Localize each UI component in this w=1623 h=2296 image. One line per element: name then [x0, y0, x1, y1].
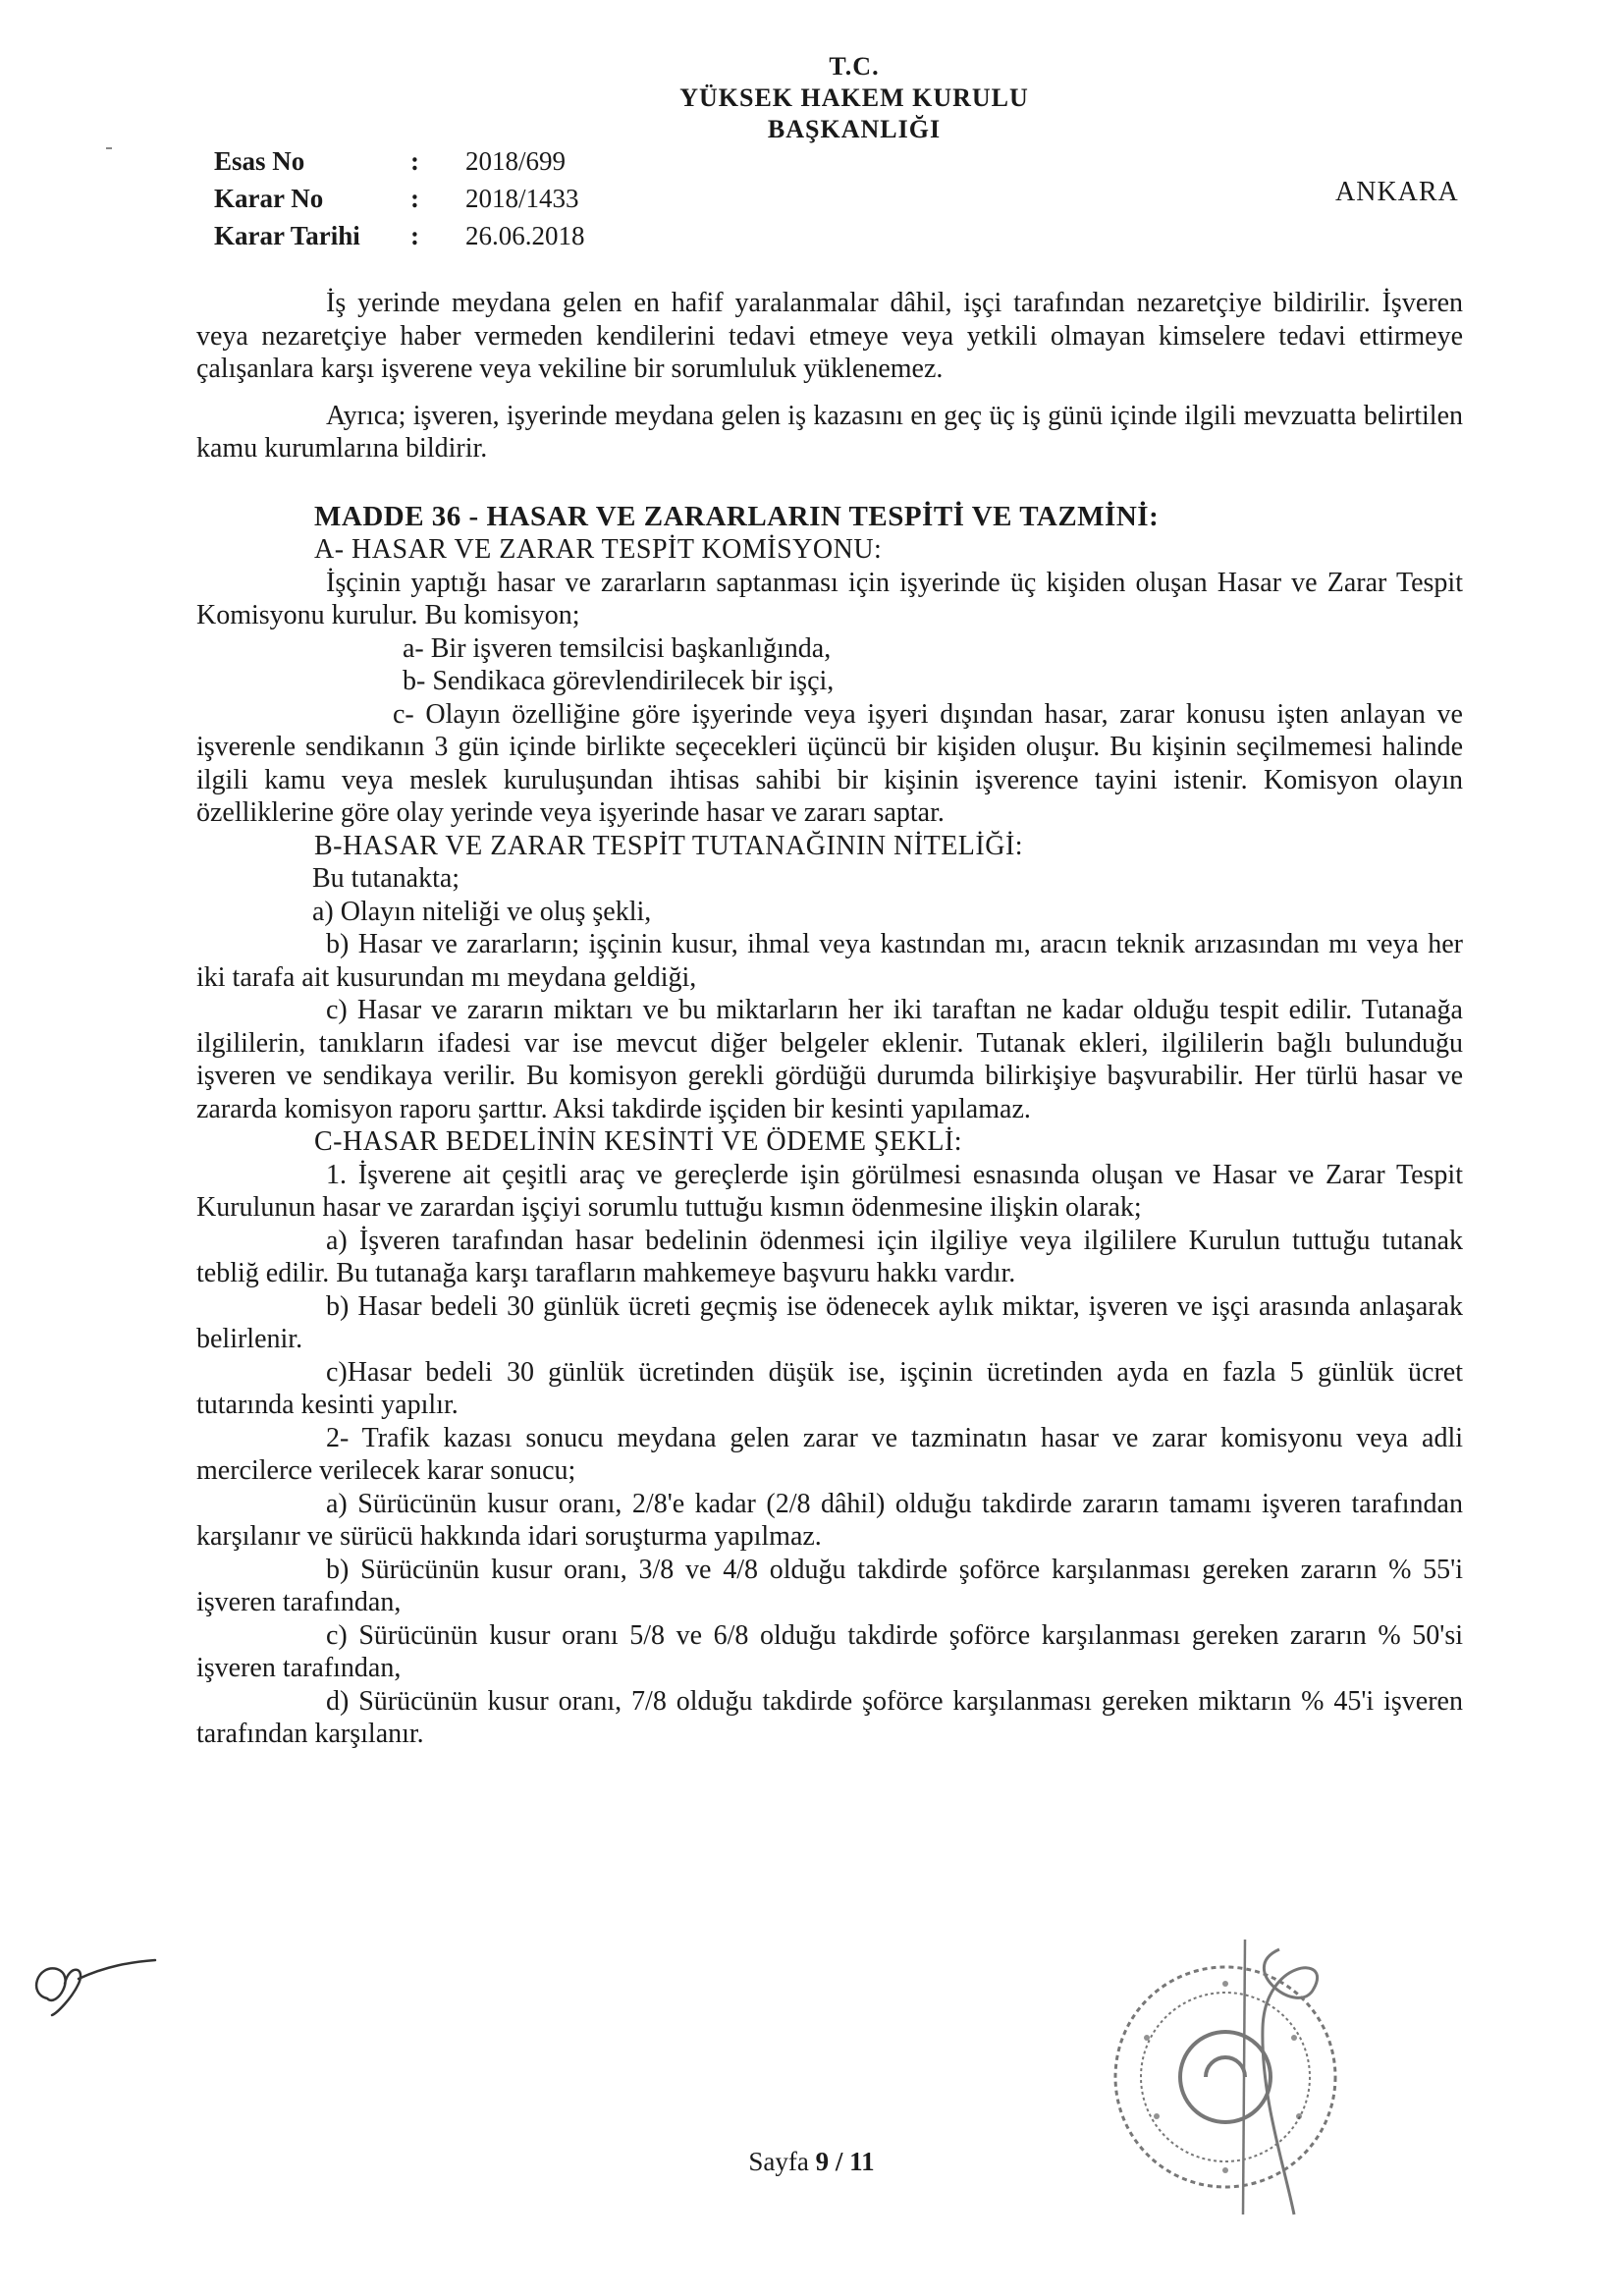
section-c-item-1b: b) Hasar bedeli 30 günlük ücreti geçmiş ise ödenecek aylık miktar, işveren ve işçi arasında anlaşarak belirlenir.	[196, 1290, 1463, 1354]
footer-page-number: 9 / 11	[815, 2147, 875, 2176]
meta-value: 26.06.2018	[465, 221, 585, 250]
section-c-item-2a: a) Sürücünün kusur oranı, 2/8'e kadar (2/8 dâhil) olduğu takdirde zararın tamamı işveren tarafından karşılanır ve sürücü hakkında idari soruşturma yapılmaz.	[196, 1488, 1463, 1552]
institution-header	[628, 51, 1080, 145]
meta-colon: :	[410, 221, 419, 250]
paragraph-accident-notice: Ayrıca; işveren, işyerinde meydana gelen iş kazasını en geç üç iş günü içinde ilgili mevzuatta belirtilen kamu kurumlarına bildirir.	[196, 400, 1463, 464]
header-line-tc: T.C.	[829, 52, 880, 81]
meta-label: Karar Tarihi	[214, 221, 360, 250]
meta-value: 2018/699	[465, 146, 567, 176]
section-b-item-c: c) Hasar ve zararın miktarı ve bu miktarların her iki taraftan ne kadar olduğu tespit edilir. Tutanağa ilgililerin, tanıkların ifadesi var ise mevcut diğer belgeler eklenir. Tutanak ekleri, ilgililerin bağlı bulunduğu işveren ve sendikaya verilir. Bu komisyon gerekli gördüğü durumda bilirkişiye başvurabilir. Her türlü hasar ve zararda komisyon raporu şarttır. Aksi takdirde işçiden bir kesinti yapılamaz.	[196, 995, 1463, 1124]
section-c-item-2c: c) Sürücünün kusur oranı 5/8 ve 6/8 olduğu takdirde şoförce karşılanması gereken zararın % 50'si işveren tarafından,	[196, 1619, 1463, 1683]
section-c-item-2b: b) Sürücünün kusur oranı, 3/8 ve 4/8 olduğu takdirde şoförce karşılanması gereken zararın % 55'i işveren tarafından,	[196, 1554, 1463, 1617]
section-a-item-a: a- Bir işveren temsilcisi başkanlığında,	[403, 632, 832, 664]
meta-colon: :	[410, 184, 419, 213]
meta-row-esas	[214, 142, 585, 180]
official-seal-icon	[1088, 1930, 1441, 2224]
section-c-item-2: 2- Trafik kazası sonucu meydana gelen zarar ve tazminatın hasar ve zarar komisyonu veya adli mercilerce verilecek karar sonucu;	[196, 1422, 1463, 1486]
section-c-item-1: 1. İşverene ait çeşitli araç ve gereçlerde işin görülmesi esnasında oluşan ve Hasar ve Zarar Tespit Kurulunun hasar ve zarardan işçiyi sorumlu tuttuğu kısmın ödenmesine ilişkin olarak;	[196, 1159, 1463, 1223]
header-line-office: BAŞKANLIĞI	[767, 115, 942, 143]
section-a-item-c: c- Olayın özelliğine göre işyerinde veya işyeri dışından hasar, zarar konusu işten anlayan ve işverenle sendikanın 3 gün içinde birlikte seçecekleri üçüncü bir kişiden oluşur. Bu kişinin seçilmemesi halinde ilgili kamu veya meslek kuruluşundan ihtisas sahibi bir kişinin işverence tayini istenir. Komisyon olayın özelliklerine göre olay yerinde veya işyerinde hasar ve zararı saptar.	[196, 698, 1463, 828]
section-b-item-b: b) Hasar ve zararların; işçinin kusur, ihmal veya kastından mı, aracın teknik arızasından mı veya her iki tarafa ait kusurundan mı meydana geldiği,	[196, 929, 1463, 993]
section-c-item-1a: a) İşveren tarafından hasar bedelinin ödenmesi için ilgiliye veya ilgililere Kurulun tuttuğu tutanak tebliğ edilir. Bu tutanağa karşı tarafların mahkemeye başvuru hakkı vardır.	[196, 1225, 1463, 1288]
section-b-heading: B-HASAR VE ZARAR TESPİT TUTANAĞININ NİTELİĞİ:	[314, 830, 1024, 861]
document-body	[196, 287, 1463, 1751]
meta-row-tarih	[214, 217, 585, 254]
meta-value: 2018/1433	[465, 184, 579, 213]
section-c-item-2d: d) Sürücünün kusur oranı, 7/8 olduğu takdirde şoförce karşılanması gereken miktarın % 45'i işveren tarafından karşılanır.	[196, 1685, 1463, 1749]
section-c-item-1c: c)Hasar bedeli 30 günlük ücretinden düşük ise, işçinin ücretinden ayda en fazla 5 günlük ücret tutarında kesinti yapılır.	[196, 1356, 1463, 1420]
initials-mark-icon	[18, 1954, 165, 2023]
section-a-item-b: b- Sendikaca görevlendirilecek bir işçi,	[403, 666, 835, 696]
section-b-item-a: a) Olayın niteliği ve oluş şekli,	[312, 896, 652, 927]
header-line-institution: YÜKSEK HAKEM KURULU	[679, 83, 1029, 112]
page-footer	[0, 2147, 1623, 2177]
section-a-heading: A- HASAR VE ZARAR TESPİT KOMİSYONU:	[314, 534, 883, 565]
meta-row-karar	[214, 180, 585, 217]
meta-label: Esas No	[214, 146, 305, 176]
scan-mark	[106, 147, 112, 149]
meta-colon: :	[410, 146, 419, 176]
section-c-heading: C-HASAR BEDELİNİN KESİNTİ VE ÖDEME ŞEKLİ:	[314, 1126, 963, 1157]
footer-prefix: Sayfa	[748, 2147, 816, 2176]
section-a-intro: İşçinin yaptığı hasar ve zararların saptanması için işyerinde üç kişiden oluşan Hasar ve Zarar Tespit Komisyonu kurulur. Bu komisyon;	[196, 567, 1463, 630]
city-label: ANKARA	[1335, 177, 1459, 207]
paragraph-injury-report: İş yerinde meydana gelen en hafif yaralanmalar dâhil, işçi tarafından nezaretçiye bildirilir. İşveren veya nezaretçiye haber vermeden kendilerini tedavi etmeye veya yetkili olmayan kimselere tedavi ettirmeye çalışanlara karşı işverene veya vekiline bir sorumluluk yüklenemez.	[196, 288, 1463, 384]
meta-label: Karar No	[214, 184, 324, 213]
article-heading: MADDE 36 - HASAR VE ZARARLARIN TESPİTİ VE TAZMİNİ:	[314, 500, 1160, 532]
section-b-intro: Bu tutanakta;	[312, 863, 460, 894]
case-meta	[214, 142, 585, 254]
